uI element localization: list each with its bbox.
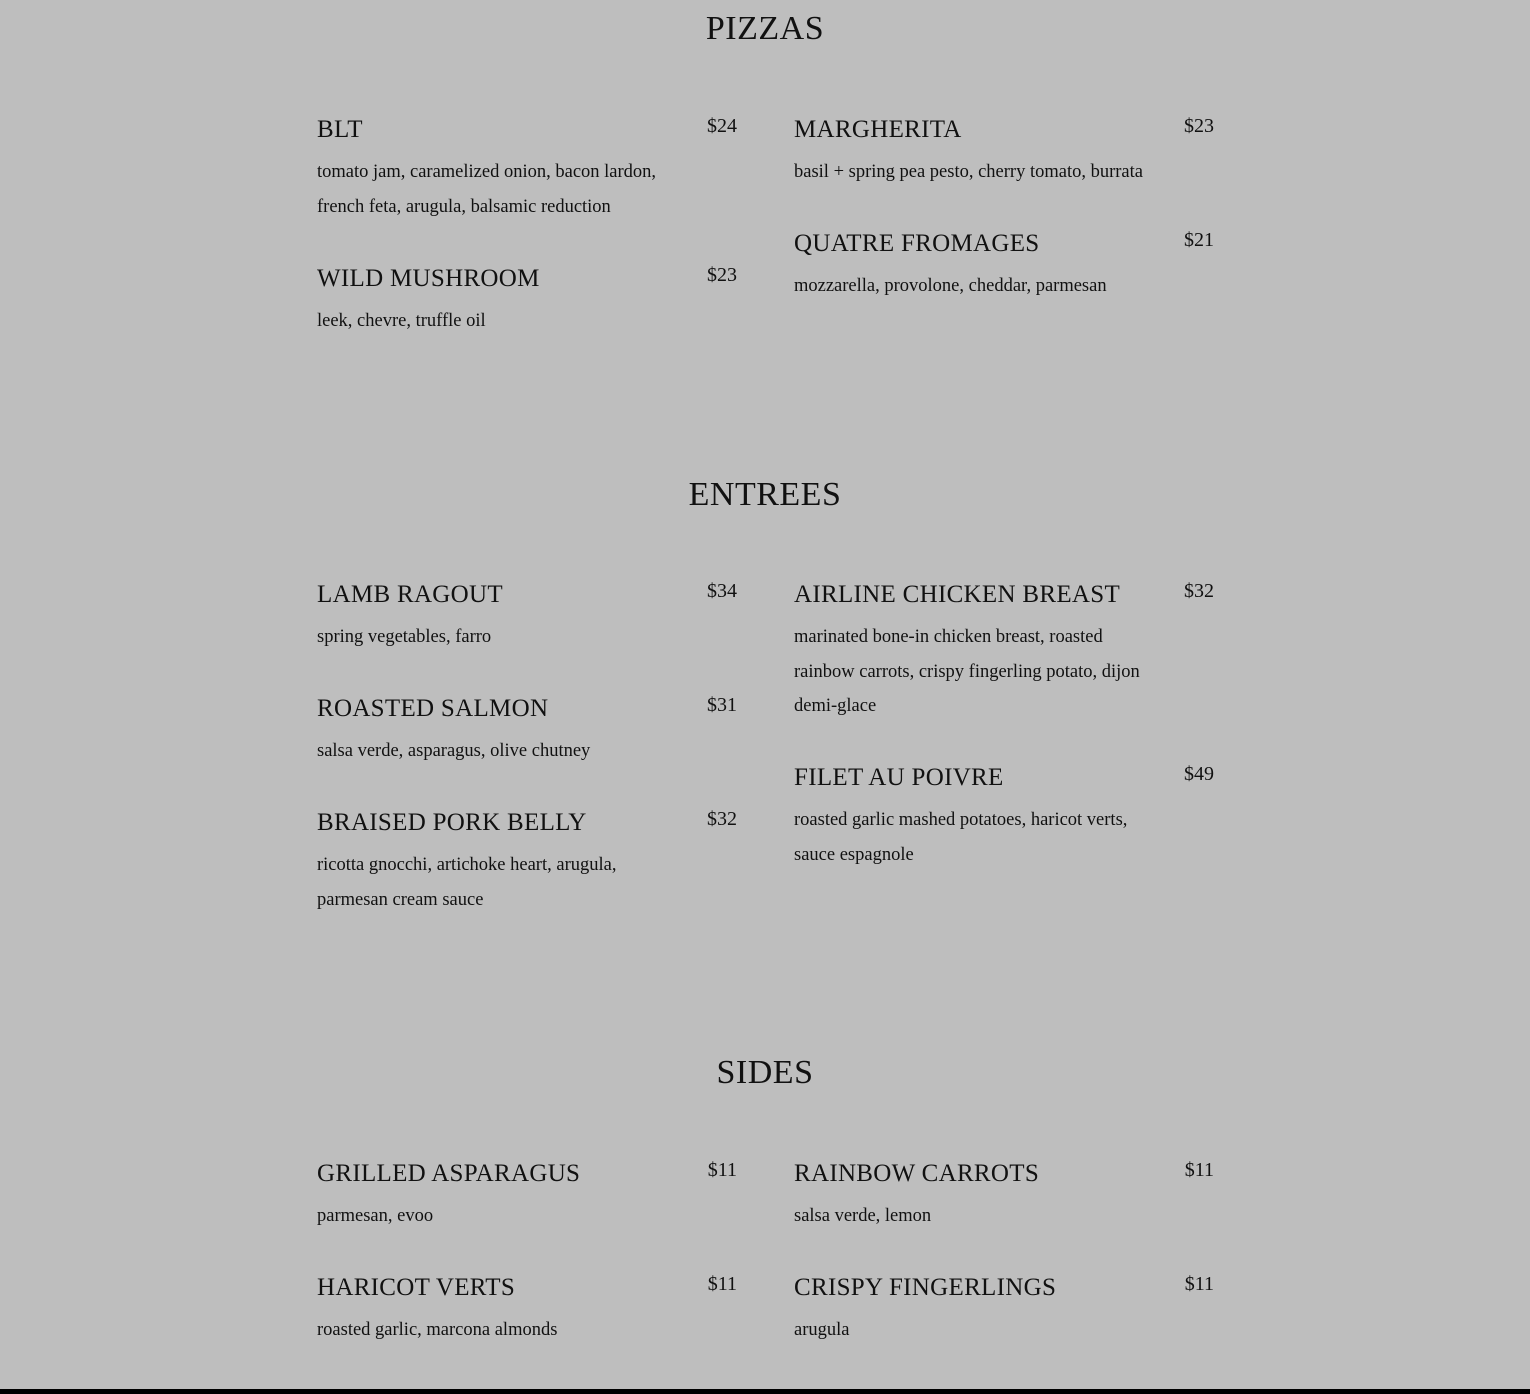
menu-item-description: arugula <box>794 1320 850 1340</box>
menu-item-name: WILD MUSHROOM <box>317 265 540 292</box>
menu-item-price: $49 <box>1184 763 1214 785</box>
menu-item-name: BRAISED PORK BELLY <box>317 809 587 836</box>
menu-item-price: $31 <box>707 694 737 716</box>
menu-item-description: marinated bone-in chicken breast, roasted rainbow carrots, crispy fingerling potato, dijon demi-glace <box>794 627 1140 716</box>
menu-item-name: RAINBOW CARROTS <box>794 1160 1040 1187</box>
section-title-sides: SIDES <box>716 1054 814 1091</box>
menu-item-name: GRILLED ASPARAGUS <box>317 1160 581 1187</box>
menu-item-price: $24 <box>707 115 737 137</box>
menu-item-price: $11 <box>707 1273 737 1295</box>
menu-item-price: $21 <box>1184 229 1214 251</box>
menu-item-price: $34 <box>707 580 737 602</box>
menu-item-name: QUATRE FROMAGES <box>794 230 1040 257</box>
menu-item-description: spring vegetables, farro <box>317 627 492 647</box>
menu-item-price: $32 <box>707 808 737 830</box>
section-title-entrees: ENTREES <box>688 476 842 513</box>
menu-item-name: LAMB RAGOUT <box>317 581 503 608</box>
menu-item-description: ricotta gnocchi, artichoke heart, arugula, parmesan cream sauce <box>317 855 617 910</box>
menu-item-name: AIRLINE CHICKEN BREAST <box>794 581 1121 608</box>
menu-item-price: $23 <box>1184 115 1214 137</box>
menu-item-description: roasted garlic, marcona almonds <box>317 1320 558 1340</box>
menu-item-description: leek, chevre, truffle oil <box>317 311 486 331</box>
menu-item-description: basil + spring pea pesto, cherry tomato, burrata <box>794 162 1143 182</box>
menu-item-name: ROASTED SALMON <box>317 695 549 722</box>
menu-item-description: salsa verde, lemon <box>794 1206 932 1226</box>
menu-item-description: tomato jam, caramelized onion, bacon lardon, french feta, arugula, balsamic reduction <box>317 162 657 217</box>
menu-item-description: mozzarella, provolone, cheddar, parmesan <box>794 276 1107 296</box>
menu-item-name: BLT <box>317 116 363 143</box>
menu-item-description: salsa verde, asparagus, olive chutney <box>317 741 591 761</box>
menu-item-price: $32 <box>1184 580 1214 602</box>
section-title-pizzas: PIZZAS <box>705 10 825 47</box>
menu-item-name: MARGHERITA <box>794 116 962 143</box>
menu-item-description: parmesan, evoo <box>317 1206 434 1226</box>
bottom-border <box>0 1389 1530 1394</box>
menu-item-price: $11 <box>1184 1159 1214 1181</box>
menu-item-name: FILET AU POIVRE <box>794 764 1004 791</box>
menu-item-price: $23 <box>707 264 737 286</box>
menu-item-name: CRISPY FINGERLINGS <box>794 1274 1057 1301</box>
menu-item-name: HARICOT VERTS <box>317 1274 516 1301</box>
menu-item-price: $11 <box>1184 1273 1214 1295</box>
menu-item-description: roasted garlic mashed potatoes, haricot verts, sauce espagnole <box>794 810 1128 865</box>
menu-item-price: $11 <box>707 1159 737 1181</box>
